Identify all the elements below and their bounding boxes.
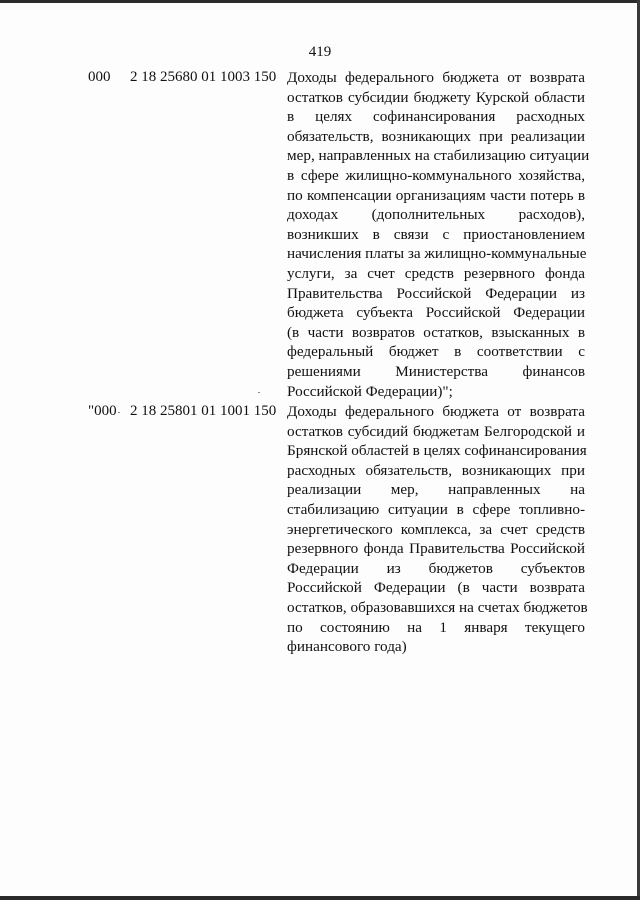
description-line: (в части возвратов остатков, взысканных в [287,323,585,341]
description-line: Доходы федерального бюджета от возврата [287,403,585,420]
description-line: резервного фонда Правительства Российской [287,540,585,558]
scan-edge-bottom [0,896,640,900]
description-line: услуги, за счет средств резервного фонда [287,264,585,282]
description-line: остатков, образовавшихся на счетах бюджетов [287,598,588,616]
description-line: мер, направленных на стабилизацию ситуации [287,147,590,165]
description-line: расходных обязательств, возникающих при [287,461,585,479]
description-line: возникших в связи с приостановлением [287,225,585,243]
entry-description [287,402,588,657]
description-line: в целях софинансирования расходных [287,108,585,126]
scan-speck [118,412,120,413]
description-line: финансового года) [287,638,407,656]
scan-speck [258,392,260,393]
description-line: бюджета субъекта Российской Федерации [287,304,585,322]
description-line: Доходы федерального бюджета от возврата [287,69,585,86]
description-line: стабилизацию ситуации в сфере топливно- [287,500,585,518]
description-line: реализации мер, направленных на [287,481,585,499]
description-line: в сфере жилищно-коммунального хозяйства, [287,166,585,184]
description-line: Российской Федерации (в части возврата [287,579,585,597]
description-line: по состоянию на 1 января текущего [287,618,585,636]
description-line: доходах (дополнительных расходов), [287,206,585,224]
description-line: энергетического комплекса, за счет средств [287,520,585,538]
scan-edge-top [0,0,640,3]
description-line: решениями Министерства финансов [287,362,585,380]
description-line: остатков субсидий бюджетам Белгородской и [287,422,585,440]
description-line: остатков субсидии бюджету Курской области [287,88,585,106]
classification-code: 2 18 25680 01 1003 150 [130,69,277,85]
description-line: Российской Федерации)"; [287,382,453,400]
admin-code: "000 [88,403,117,419]
admin-code: 000 [88,69,111,85]
description-line: по компенсации организациям части потерь в [287,186,585,204]
description-line: федеральный бюджет в соответствии с [287,343,585,361]
description-line: начисления платы за жилищно-коммунальные [287,245,587,263]
page-number: 419 [308,44,332,60]
description-line: Брянской областей в целях софинансирования [287,442,587,460]
classification-code: 2 18 25801 01 1001 150 [130,403,277,419]
description-line: обязательств, возникающих при реализации [287,127,585,145]
description-line: Федерации из бюджетов субъектов [287,559,585,577]
entry-description [287,68,590,401]
description-line: Правительства Российской Федерации из [287,284,585,302]
